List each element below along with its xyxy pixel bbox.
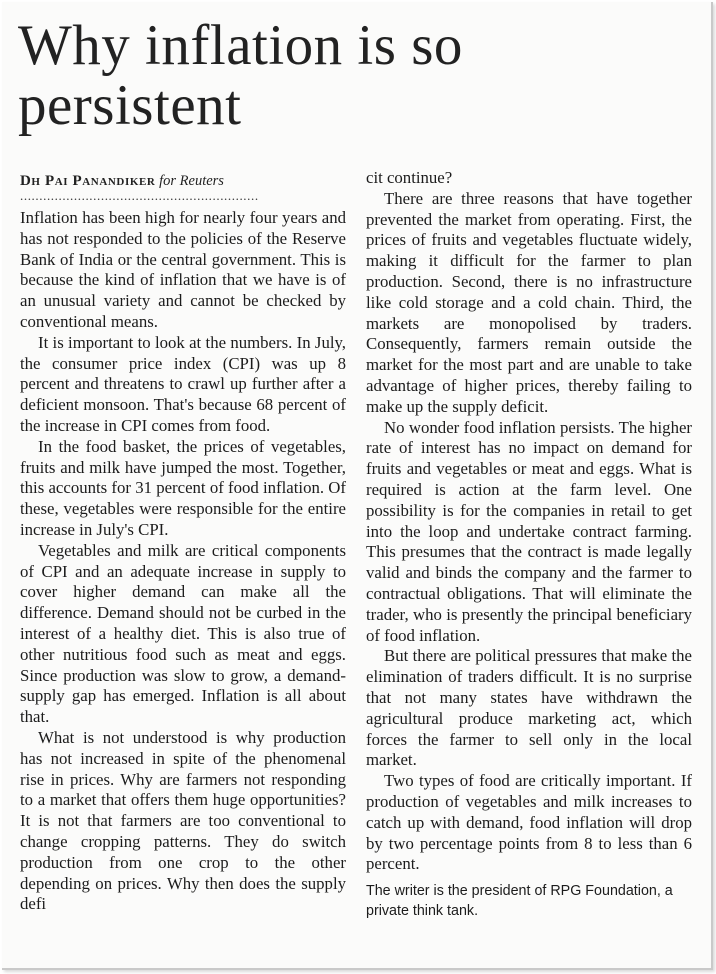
paragraph: What is not understood is why production has not increased in spite of the phenomenal rise in prices. Why are farmers not responding to a market that offers them huge opportunities? It is not that farmers are too conventional to change cropping patterns. They do switch production from one crop to the other depending on prices. Why then does the supply defi (20, 727, 346, 914)
article-column-2 (366, 168, 692, 921)
paragraph: It is important to look at the numbers. In July, the consumer price index (CPI) was up 8 percent and threatens to crawl up further after a deficient monsoon. That's because 68 percent of the increase in CPI comes from food. (20, 332, 346, 435)
paragraph: Inflation has been high for nearly four years and has not responded to the policies of the Reserve Bank of India or the central government. This is because the kind of inflation that we have is of an unusual variety and cannot be checked by conventional means. (20, 208, 346, 331)
article-column-1 (20, 208, 346, 915)
paragraph: Two types of food are critically important. If production of vegetables and milk increases to catch up with demand, food inflation will drop by two percentage points from 8 to less than 6 percent. (366, 771, 692, 874)
byline-author: Dh Pai Panandiker (20, 173, 156, 189)
paragraph: But there are political pressures that make the elimination of traders difficult. It is no surprise that not many states have withdrawn the agricultural produce marketing act, which forces the farmer to sell only in the local market. (366, 646, 692, 770)
paragraph: Vegetables and milk are critical components of CPI and an adequate increase in supply to cover higher demand can make all the difference. Demand should not be curbed in the interest of a healthy diet. This is also true of other nutritious food such as meat and eggs. Since production was slow to grow, a demand-supply gap has emerged. Inflation is all about that. (20, 540, 346, 727)
dotted-separator: .............................................................. (20, 188, 259, 203)
paragraph: In the food basket, the prices of vegetables, fruits and milk have jumped the most. Together, this accounts for 31 percent of food inflation. Of these, vegetables were responsible for the entire increase in July's CPI. (20, 436, 346, 539)
paragraph-continuation: cit continue? (366, 168, 453, 187)
paragraph: There are three reasons that have together prevented the market from operating. First, the prices of fruits and vegetables fluctuate widely, making it difficult for the farmer to plan production. Second, there is no infrastructure like cold storage and a cold chain. Third, the markets are monopolised by traders. Consequently, farmers remain outside the market for the most part and are unable to take advantage of higher prices, thereby failing to make up the supply deficit. (366, 188, 692, 416)
author-note: The writer is the president of RPG Foundation, a private think tank. (366, 883, 673, 920)
newspaper-clipping (2, 2, 713, 970)
headline: Why inflation is so persistent (18, 14, 463, 137)
paragraph: No wonder food inflation persists. The higher rate of interest has no impact on demand for fruits and vegetables or meat and eggs. What is required is action at the farm level. One possibility is for the companies in retail to get into the loop and undertake contract farming. This presumes that the contract is made legally valid and binds the company and the farmer to contractual obligations. That will eliminate the trader, who is presently the principal beneficiary of food inflation. (366, 417, 692, 645)
byline-source: for Reuters (159, 173, 224, 189)
